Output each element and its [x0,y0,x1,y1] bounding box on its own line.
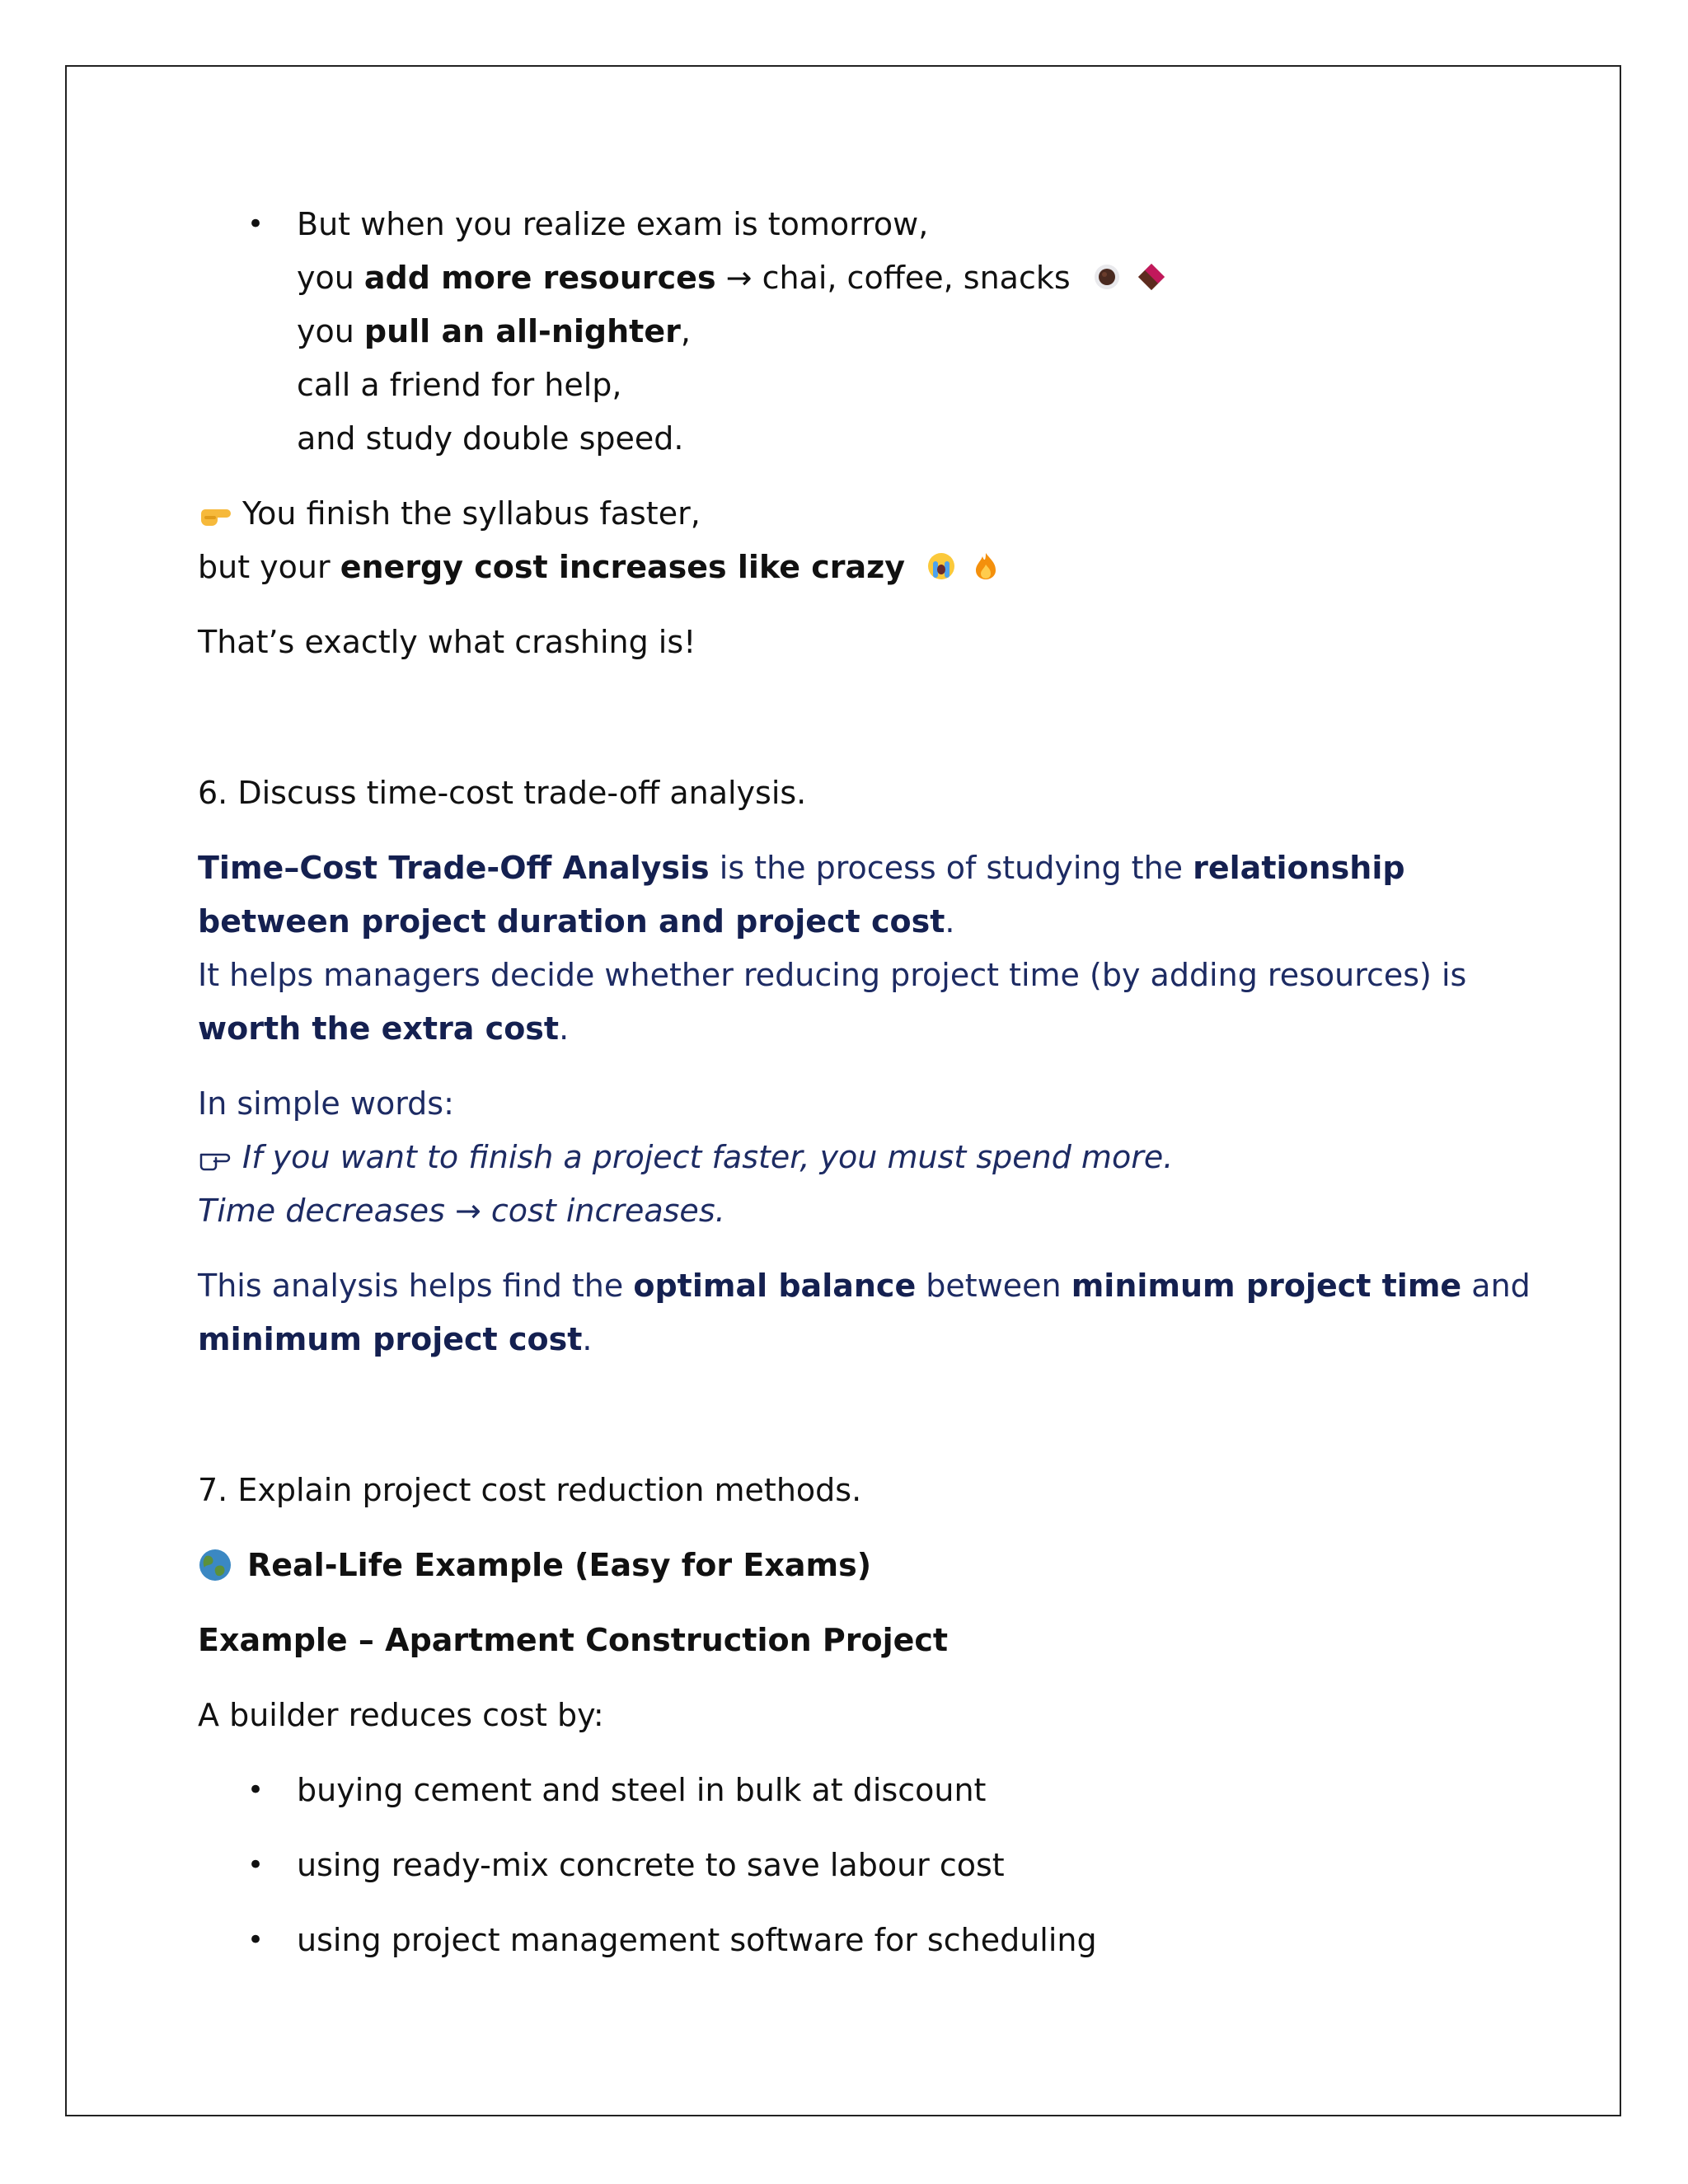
q6-balance-line-1 [198,1259,1531,1313]
list-item [198,1914,1484,1967]
bullet-line-text: you [297,313,364,349]
bullet-line-text: But when you realize exam is tomorrow, [297,206,929,242]
pointing-hand-icon [198,499,234,529]
result-line-text: but your [198,549,340,585]
q6-text: between [916,1268,1071,1304]
bullet-line-3 [297,305,1484,359]
list-item-text: using ready-mix concrete to save labour cost [297,1847,1005,1883]
result-line-text: You finish the syllabus faster, [242,495,701,532]
q7-example-subtitle-text: Example – Apartment Construction Project [198,1622,949,1658]
chocolate-bar-icon [1137,262,1166,292]
result-line-1 [198,487,1484,541]
bullet-line-1 [297,198,1484,251]
q6-text: . [582,1321,593,1357]
q6-bold: optimal balance [633,1268,917,1304]
q6-simple-words-line-2: Time decreases → cost increases. [198,1193,725,1229]
bullet-line-bold: add more resources [363,260,716,296]
q6-simple-words-label: In simple words: [198,1085,454,1122]
q6-bold: minimum project time [1071,1268,1462,1304]
bullet-line-4 [297,359,1484,412]
bullet-line-2 [297,251,1484,305]
list-item [198,1764,1484,1817]
coffee-cup-icon [1092,262,1122,292]
result-paragraph [198,487,1484,594]
q6-text: . [559,1010,570,1047]
q7-example-title-text: Real-Life Example (Easy for Exams) [247,1547,872,1583]
question-6-heading: 6. Discuss time-cost trade-off analysis. [198,775,807,811]
q6-text: is the process of studying the [709,850,1193,886]
bullet-line-text: you [297,260,364,296]
bullet-list-top [198,198,1484,466]
bullet-line-bold: pull an all-nighter [363,313,681,349]
q6-definition-line-1 [198,841,1484,895]
q6-italic-text: If you want to finish a project faster, you must spend more. [242,1139,1174,1175]
q6-text: This analysis helps find the [198,1268,634,1304]
bullet-dot: • [247,1924,265,1957]
page-content [198,198,1531,1967]
q6-definition [198,841,1484,1056]
q6-simple-words-line-1 [198,1131,1484,1184]
globe-icon [198,1548,232,1582]
q6-text: It helps managers decide whether reducing project time (by adding resources) is [198,957,1467,993]
q7-example-title [198,1539,1484,1592]
result-line-bold: energy cost increases like crazy [340,549,905,585]
q6-bold: worth the extra cost [198,1010,560,1047]
bullet-line-text: and study double speed. [297,420,684,457]
bullet-line-5 [297,412,1484,466]
result-line-2 [198,541,1484,594]
q6-text: . [945,903,955,940]
bullet-dot: • [247,1774,265,1807]
pointing-hand-outline-icon [198,1143,234,1173]
fire-icon [971,551,1001,581]
q7-intro: A builder reduces cost by: [198,1697,604,1733]
q7-example-subtitle [198,1614,1484,1667]
q6-definition-line-2 [198,895,1484,949]
q6-text: and [1461,1268,1531,1304]
q6-term: Time–Cost Trade-Off Analysis [198,850,710,886]
q6-bold: between project duration and project cost [198,903,945,940]
q6-definition-line-4 [198,1002,1484,1056]
q6-definition-line-3 [198,949,1484,1002]
q6-bold: relationship [1193,850,1405,886]
bullet-dot: • [247,1849,265,1882]
q7-list [198,1764,1484,1967]
question-7-heading: 7. Explain project cost reduction methods. [198,1472,862,1508]
q6-bold: minimum project cost [198,1321,583,1357]
bullet-line-text: → chai, coffee, snacks [715,260,1071,296]
q6-balance [198,1259,1531,1366]
bullet-line-text: , [680,313,691,349]
conclusion-text: That’s exactly what crashing is! [198,624,696,660]
list-item-text: buying cement and steel in bulk at discount [297,1772,987,1808]
crying-face-icon [926,551,956,581]
q6-simple-words [198,1077,1484,1238]
list-item [198,1839,1484,1892]
list-item-text: using project management software for scheduling [297,1922,1097,1958]
bullet-line-text: call a friend for help, [297,367,622,403]
bullet-dot: • [247,208,265,241]
q6-balance-line-2 [198,1313,1484,1366]
